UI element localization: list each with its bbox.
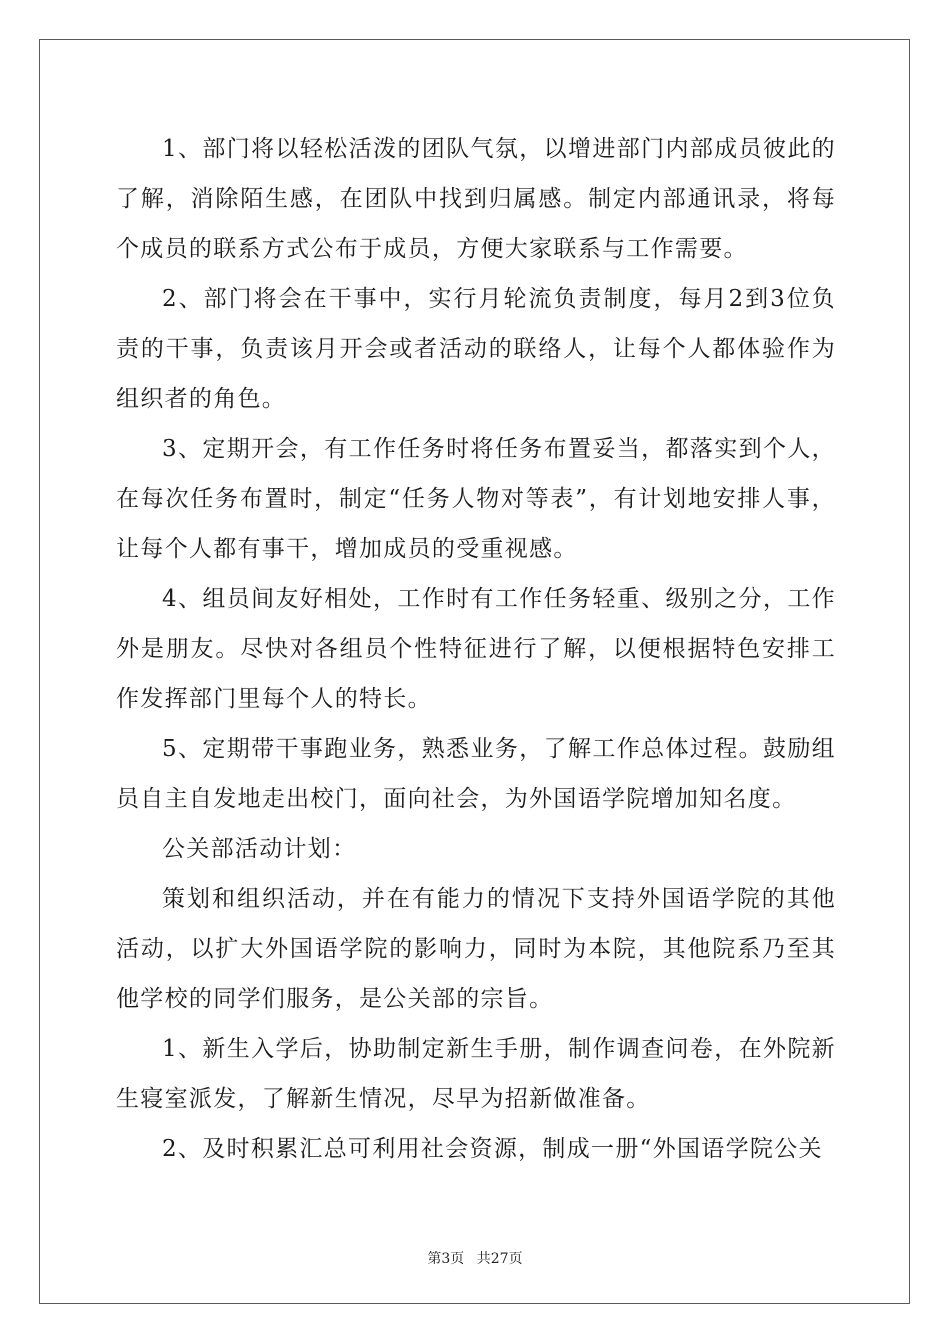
paragraph-5: 5、定期带干事跑业务，熟悉业务，了解工作总体过程。鼓励组员自主自发地走出校门，面向社会，为外国语学院增加知名度。 xyxy=(116,736,836,812)
paragraph-3: 3、定期开会，有工作任务时将任务布置妥当，都落实到个人，在每次任务布置时，制定“任务人物对等表”，有计划地安排人事，让每个人都有事干，增加成员的受重视感。 xyxy=(116,436,836,562)
paragraph-9: 2、及时积累汇总可利用社会资源，制成一册“外国语学院公关 xyxy=(162,1136,823,1162)
paragraph-1: 1、部门将以轻松活泼的团队气氛，以增进部门内部成员彼此的了解，消除陌生感，在团队中找到归属感。制定内部通讯录，将每个成员的联系方式公布于成员，方便大家联系与工作需要。 xyxy=(116,136,836,262)
total-page-count: 共27页 xyxy=(476,1251,523,1267)
section-heading: 公关部活动计划： xyxy=(162,836,357,862)
page-footer xyxy=(0,1248,950,1268)
paragraph-4: 4、组员间友好相处，工作时有工作任务轻重、级别之分，工作外是朋友。尽快对各组员个性特征进行了解，以便根据特色安排工作发挥部门里每个人的特长。 xyxy=(116,586,836,712)
paragraph-2: 2、部门将会在干事中，实行月轮流负责制度，每月2到3位负责的干事，负责该月开会或者活动的联络人，让每个人都体验作为组织者的角色。 xyxy=(116,286,836,412)
paragraph-8: 1、新生入学后，协助制定新生手册，制作调查问卷，在外院新生寝室派发，了解新生情况，尽早为招新做准备。 xyxy=(116,1036,836,1112)
current-page-number: 第3页 xyxy=(427,1251,465,1267)
paragraph-7: 策划和组织活动，并在有能力的情况下支持外国语学院的其他活动，以扩大外国语学院的影响力，同时为本院，其他院系乃至其他学校的同学们服务，是公关部的宗旨。 xyxy=(116,886,836,1012)
document-body xyxy=(116,124,836,1174)
